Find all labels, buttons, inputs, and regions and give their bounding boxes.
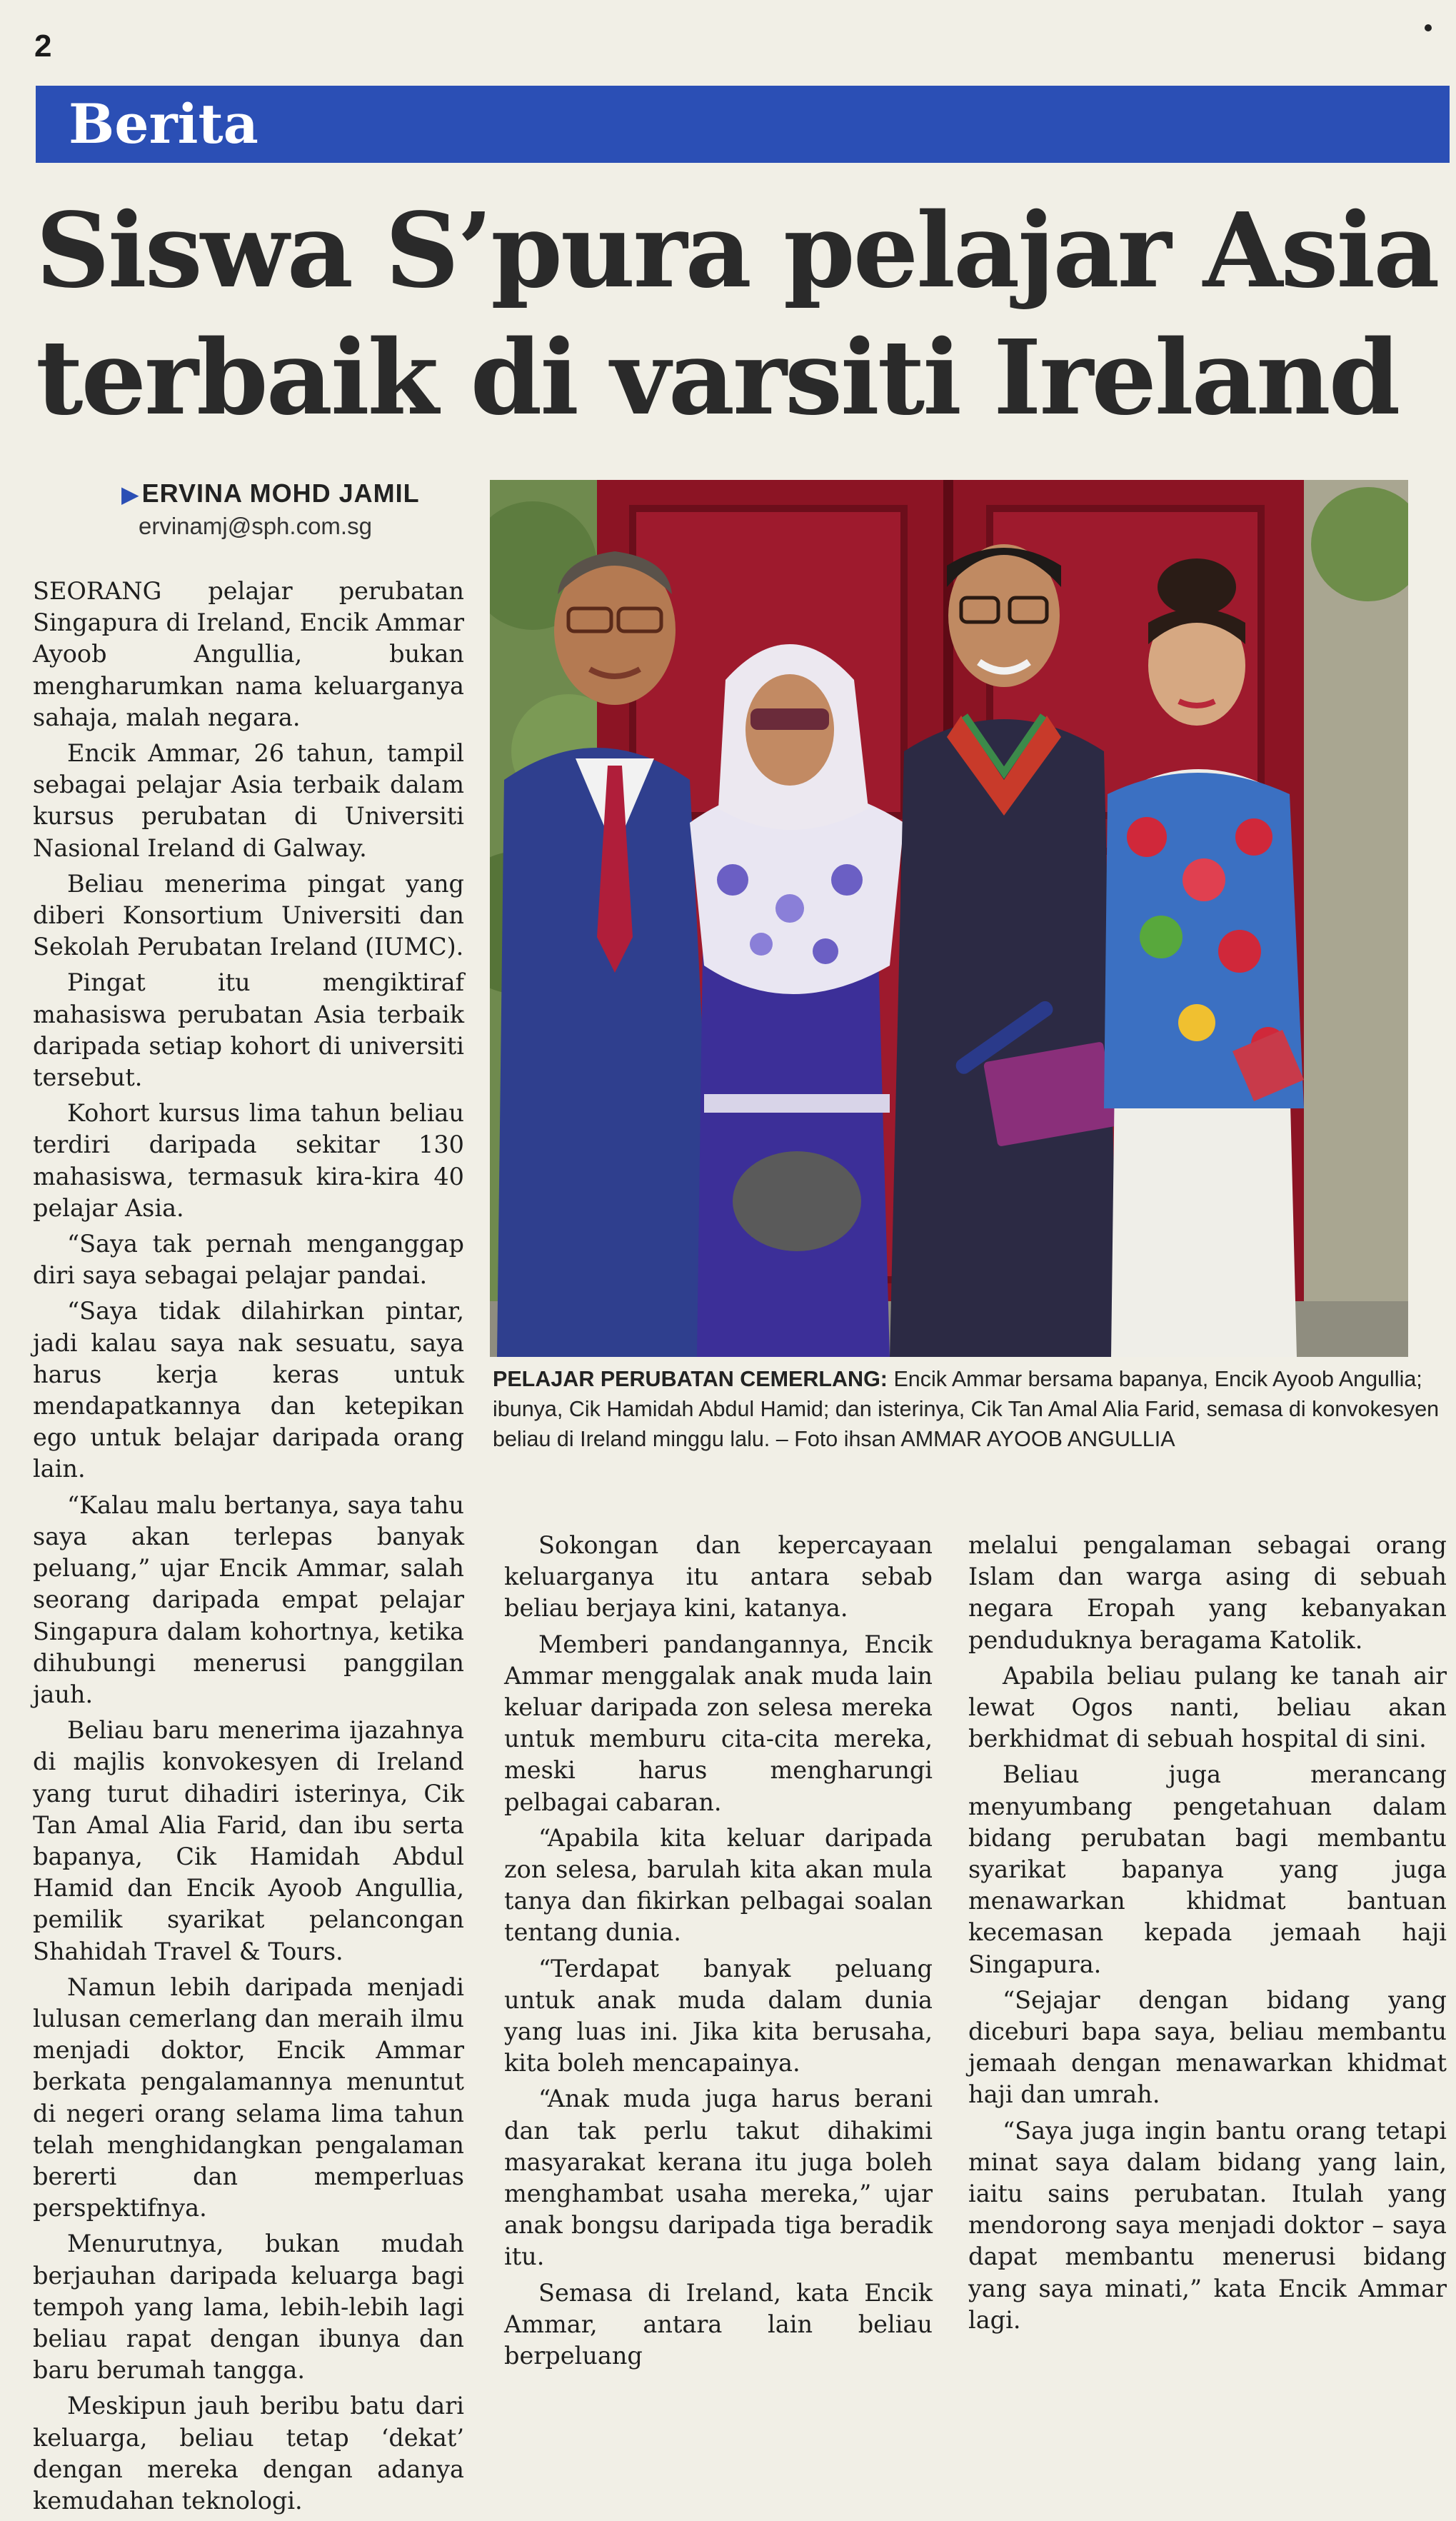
paragraph: melalui pengalaman sebagai orang Islam dan warga asing di sebuah negara Eropah yang kebanyakan penduduknya beragama Katolik.: [968, 1531, 1447, 1654]
author-email: ervinamj@sph.com.sg: [139, 513, 372, 539]
paragraph: “Saya juga ingin bantu orang tetapi minat saya dalam bidang yang lain, iaitu sains perubatan. Itulah yang mendorong saya menjadi doktor – saya dapat membantu menerusi bidang yang saya minati,” kata Encik Ammar lagi.: [968, 2116, 1447, 2334]
section-banner: [36, 86, 1450, 163]
caption-lead: PELAJAR PERUBATAN CEMERLANG:: [493, 1367, 888, 1391]
paragraph: Sokongan dan kepercayaan keluarganya itu antara sebab beliau berjaya kini, katanya.: [504, 1531, 933, 1623]
corner-dot: [1425, 24, 1432, 31]
paragraph: Namun lebih daripada menjadi lulusan cemerlang dan meraih ilmu menjadi doktor, Encik Ammar berkata pengalamannya menuntut di negeri orang selama lima tahun telah menghidangkan pengalaman bererti dan memperluas perspektifnya.: [33, 1973, 464, 2222]
paragraph: Memberi pandangannya, Encik Ammar menggalak anak muda lain keluar daripada zon selesa mereka untuk memburu cita-cita mereka, meski harus mengharungi pelbagai cabaran.: [504, 1630, 933, 1816]
section-label: Berita: [69, 92, 258, 156]
paragraph: “Saya tak pernah menganggap diri saya sebagai pelajar pandai.: [33, 1230, 464, 1290]
headline-line-2: terbaik di varsiti Ireland: [36, 317, 1399, 438]
article-column-3: [968, 1530, 1447, 2340]
page-number: 2: [34, 29, 52, 64]
paragraph: “Anak muda juga harus berani dan tak perlu takut dihakimi masyarakat kerana itu juga boleh menghambat usaha mereka,” ujar anak bongsu daripada tiga beradik itu.: [504, 2085, 933, 2271]
family-photo: [490, 480, 1408, 1357]
byline-arrow-icon: ▶: [121, 481, 139, 507]
paragraph: “Sejajar dengan bidang yang diceburi bapa saya, beliau membantu jemaah dengan menawarkan khidmat haji dan umrah.: [968, 1985, 1447, 2109]
paragraph: Semasa di Ireland, kata Encik Ammar, antara lain beliau berpeluang: [504, 2278, 933, 2370]
paragraph: “Terdapat banyak peluang untuk anak muda dalam dunia yang luas ini. Jika kita berusaha, kita boleh mencapainya.: [504, 1954, 933, 2078]
headline-line-1: Siswa S’pura pelajar Asia: [36, 190, 1438, 311]
paragraph: Encik Ammar, 26 tahun, tampil sebagai pelajar Asia terbaik dalam kursus perubatan di Universiti Nasional Ireland di Galway.: [33, 739, 464, 862]
paragraph: “Kalau malu bertanya, saya tahu saya akan terlepas banyak peluang,” ujar Encik Ammar, salah seorang daripada empat pelajar Singapura dalam kohortnya, ketika dihubungi menerusi panggilan jauh.: [33, 1490, 464, 1708]
paragraph: Menurutnya, bukan mudah berjauhan daripada keluarga bagi tempoh yang lama, lebih-lebih lagi beliau rapat dengan ibunya dan baru berumah tangga.: [33, 2230, 464, 2385]
paragraph: Beliau menerima pingat yang diberi Konsortium Universiti dan Sekolah Perubatan Ireland (IUMC).: [33, 869, 464, 961]
paragraph: Kohort kursus lima tahun beliau terdiri daripada sekitar 130 mahasiswa, termasuk kira-kira 40 pelajar Asia.: [33, 1099, 464, 1222]
photo-caption: [493, 1364, 1442, 1454]
paragraph: Apabila beliau pulang ke tanah air lewat Ogos nanti, beliau akan berkhidmat di sebuah hospital di sini.: [968, 1661, 1447, 1753]
paragraph: Meskipun jauh beribu batu dari keluarga, beliau tetap ‘dekat’ dengan mereka dengan adanya kemudahan teknologi.: [33, 2392, 464, 2515]
caption-text: Encik Ammar bersama bapanya, Encik Ayoob Angullia; ibunya, Cik Hamidah Abdul Hamid; dan isterinya, Cik Tan Amal Alia Farid, semasa di konvokesyen beliau di Ireland minggu lalu. – Foto ihsan AMMAR AYOOB ANGULLIA: [493, 1367, 1440, 1451]
paragraph: “Saya tidak dilahirkan pintar, jadi kalau saya nak sesuatu, saya harus kerja keras untuk mendapatkannya dan ketepikan ego untuk belajar daripada orang lain.: [33, 1297, 464, 1483]
paragraph: SEORANG pelajar perubatan Singapura di Ireland, Encik Ammar Ayoob Angullia, bukan mengharumkan nama keluarganya sahaja, malah negara.: [33, 577, 464, 731]
article-column-2: [504, 1530, 933, 2376]
paragraph: Pingat itu mengiktiraf mahasiswa perubatan Asia terbaik daripada setiap kohort di universiti tersebut.: [33, 968, 464, 1092]
paragraph: Beliau baru menerima ijazahnya di majlis konvokesyen di Ireland yang turut dihadiri isterinya, Cik Tan Amal Alia Farid, dan ibu serta bapanya, Cik Hamidah Abdul Hamid dan Encik Ayoob Angullia, pemilik syarikat pelancongan Shahidah Travel & Tours.: [33, 1716, 464, 1965]
paragraph: Beliau juga merancang menyumbang pengetahuan dalam bidang perubatan bagi membantu syarikat bapanya yang juga menawarkan khidmat bantuan kecemasan kepada jemaah haji Singapura.: [968, 1760, 1447, 1978]
author-name: ERVINA MOHD JAMIL: [141, 478, 420, 508]
article-column-1: [33, 576, 464, 2521]
paragraph: “Apabila kita keluar daripada zon selesa, barulah kita akan mula tanya dan fikirkan pelbagai soalan tentang dunia.: [504, 1823, 933, 1947]
headline: [36, 187, 1438, 441]
byline: [121, 478, 420, 540]
